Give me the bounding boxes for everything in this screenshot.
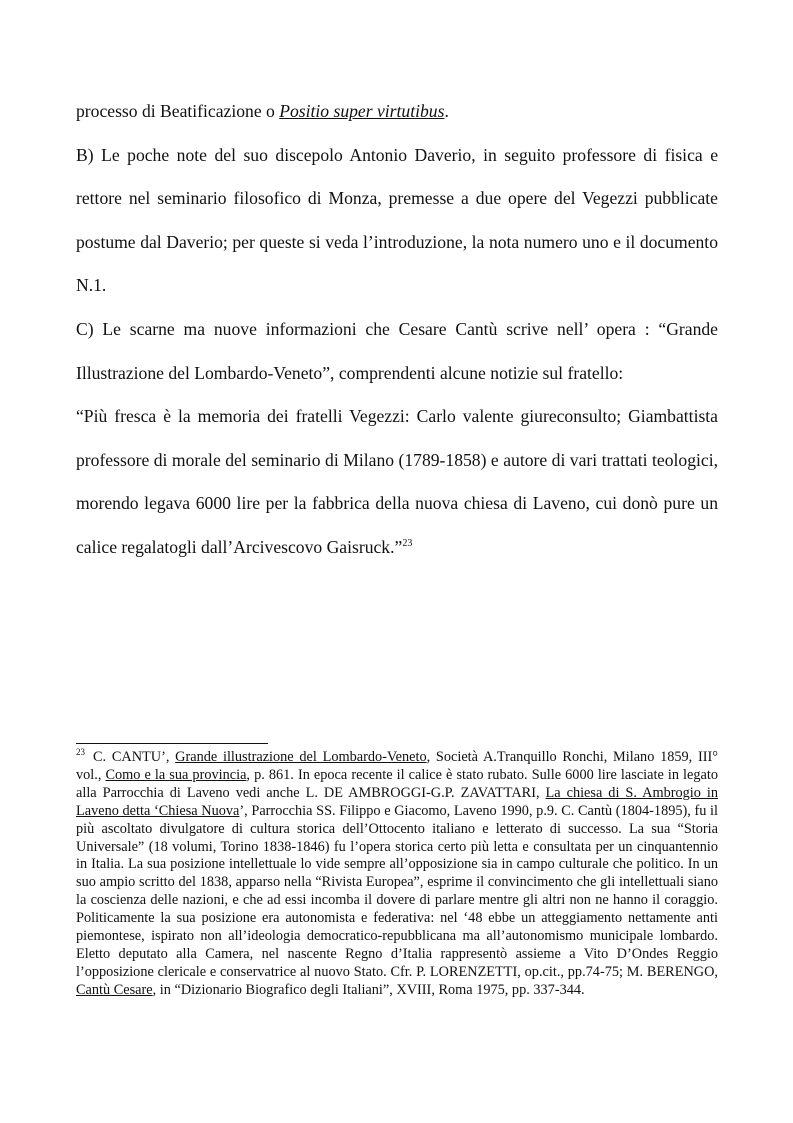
text-run: .	[444, 101, 449, 121]
quotation-text: “Più fresca è la memoria dei fratelli Vegezzi: Carlo valente giureconsulto; Giambattista professore di morale del seminario di Milano (1789-1858) e autore di vari trattati teologici, morendo legava 6000 lire per la fabbrica della nuova chiesa di Laveno, cui donò pure un calice regalatogli dall’Arcivescovo Gaisruck.”	[76, 406, 718, 557]
footnote-separator	[76, 743, 268, 744]
cited-title: La chiesa di S. Ambrogio in Laveno detta ‘Chiesa Nuova	[76, 784, 719, 819]
footnote-23	[76, 749, 718, 1000]
book-title-positio: Positio super virtutibus	[279, 101, 445, 121]
paragraph-positio	[76, 90, 718, 134]
paragraph-c: C) Le scarne ma nuove informazioni che Cesare Cantù scrive nell’ opera : “Grande Illustrazione del Lombardo-Veneto”, comprendenti alcune notizie sul fratello:	[76, 318, 718, 383]
footnote-number: 23	[76, 747, 85, 758]
footnote-reference: 23	[402, 538, 413, 550]
quotation-paragraph	[76, 395, 718, 569]
text-run: ’, Parrocchia SS. Filippo e Giacomo, Laveno 1990, p.9. C. Cantù (1804-1895), fu il più ascoltato divulgatore di cultura storica dell’Ottocento italiano e letterato di successo. La sua “Storia Universale” (18 volumi, Torino 1838-1846) fu l’opera storica certo più letta e consultata per un cinquantennio in Italia. La sua posizione intellettuale lo vide sempre all’opposizione sia in campo culturale che politico. In un suo ampio scritto del 1838, apparso nella “Rivista Europea”, esprime il convincimento che gli intellettuali siano la coscienza delle nazioni, e che ad essi incomba il dovere di parlare mentre gli altri non ne hanno il coraggio. Politicamente la sua posizione era autonomista e federativa: nel ‘48 ebbe un atteggiamento nettamente anti piemontese, ispirato non all’ideologia democratico-repubblicana ma all’autonomismo municipale lombardo. Eletto deputato alla Camera, nel nascente Regno d’Italia rappresentò assieme a Vito D’Ondes Reggio l’opposizione clericale e conservatrice al nuovo Stato. Cfr. P. LORENZETTI, op.cit., pp.74-75; M. BERENGO,	[76, 802, 718, 980]
cited-title: Grande illustrazione del Lombardo-Veneto	[175, 749, 427, 765]
text-run: C. CANTU’,	[93, 749, 176, 765]
text-run: , in “Dizionario Biografico degli Italiani”, XVIII, Roma 1975, pp. 337-344.	[152, 981, 585, 998]
footnote-text	[76, 749, 718, 1000]
text-run: , p. 861. In epoca recente il calice è stato rubato. Sulle 6000 lire lasciate in legato alla Parrocchia di Laveno vedi anche L. DE AMBROGGI-G.P. ZAVATTARI,	[76, 766, 718, 801]
cited-title: Como e la sua provincia	[105, 766, 247, 783]
text-run: , Società A.Tranquillo Ronchi, Milano 1859, III° vol.,	[76, 749, 718, 783]
paragraph-b: B) Le poche note del suo discepolo Antonio Daverio, in seguito professore di fisica e rettore nel seminario filosofico di Monza, premesse a due opere del Vegezzi pubblicate postume dal Daverio; per queste si veda l’introduzione, la nota numero uno e il documento N.1.	[76, 144, 718, 296]
cited-title: Cantù Cesare	[76, 981, 153, 998]
text-run: processo di Beatificazione o	[76, 101, 280, 121]
main-text	[76, 90, 718, 570]
